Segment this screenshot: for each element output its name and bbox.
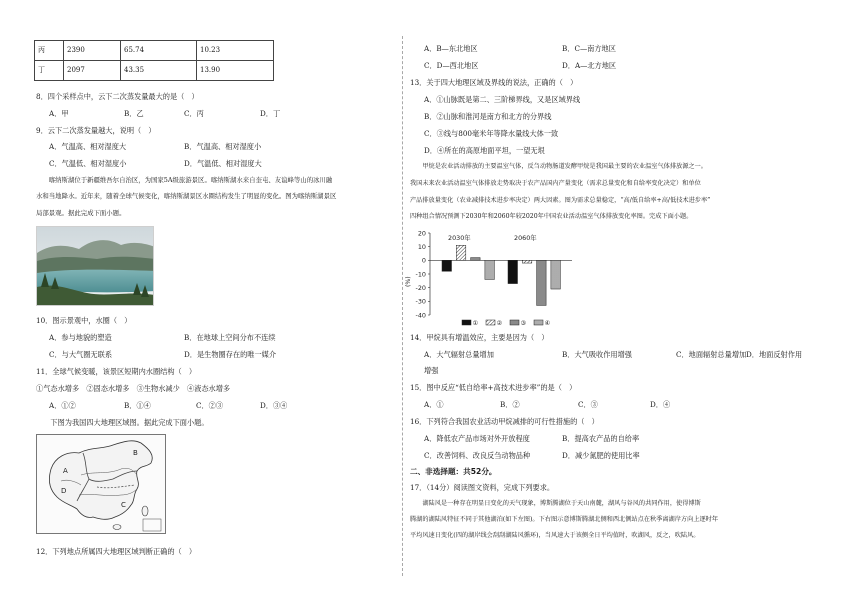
question-10-stem: 10．图示景观中，水圈（ ） — [36, 316, 132, 325]
question-8-option-c[interactable]: C．丙 — [184, 109, 204, 118]
question-11-option-a[interactable]: A．①② — [49, 401, 76, 410]
map-label-c: C — [121, 501, 126, 509]
legend-label: ① — [472, 320, 479, 327]
column-divider — [402, 36, 403, 576]
question-9-option-b[interactable]: B．气温高、相对湿度小 — [184, 142, 262, 151]
legend-swatch — [486, 320, 495, 325]
table-row — [35, 61, 274, 81]
passage-2-line: 甲烷是农业活动排放的主要温室气体，反刍动物肠道发酵甲烷是我国最主要的农业温室气体排放源之一。 — [410, 163, 707, 170]
question-9-option-a[interactable]: A．气温高、相对湿度大 — [49, 142, 127, 151]
table-cell: 43.35 — [121, 61, 197, 81]
passage-2-line: 我国未来农业活动温室气体排放走势取决于农产品国内产量变化（需求总量变化和自给率变化决定）和单位 — [410, 180, 701, 187]
data-table — [34, 40, 274, 81]
bar — [522, 260, 532, 263]
legend-swatch — [534, 320, 543, 325]
question-11-option-b[interactable]: B．①④ — [124, 401, 151, 410]
legend-label: ③ — [520, 320, 527, 327]
question-16-option-d[interactable]: D．减少氮肥的使用比率 — [562, 451, 640, 460]
table-cell: 2097 — [64, 61, 121, 81]
table-cell: 2390 — [64, 41, 121, 61]
question-15-option-a[interactable]: A．① — [424, 400, 444, 409]
group-label: 2030年 — [448, 234, 471, 242]
bar — [508, 260, 518, 283]
question-15-option-c[interactable]: C．③ — [578, 400, 598, 409]
question-17-stem: 17．（14分）阅读图文资料，完成下列要求。 — [410, 483, 555, 492]
question-16-option-b[interactable]: B．提高农产品的自给率 — [562, 434, 640, 443]
section-2-title: 二、非选择题：共52分。 — [410, 467, 497, 476]
y-tick-label: -10 — [415, 270, 426, 279]
question-12-option-d[interactable]: D．A—北方地区 — [562, 61, 617, 70]
chart-svg — [404, 227, 584, 331]
question-10-option-b[interactable]: B．在地球上空间分布不连续 — [184, 333, 276, 342]
question-16-stem: 16．下列符合我国农业活动甲烷减排的可行性措施的（ ） — [410, 417, 599, 426]
passage-2-line: 产品排放量变化（农业减排技术进步率决定）两大因素。图为需求总量稳定，“高/低自给率+高/低技术进步率” — [410, 197, 711, 204]
question-13-option-c[interactable]: C．③线与800毫米年等降水量线大体一致 — [424, 129, 559, 138]
y-tick-label: 10 — [417, 242, 426, 251]
passage-1-line: 水和当地降水。近年来，随着全球气候变化，喀纳斯湖景区水圈结构发生了明显的变化。图为喀纳斯湖景区 — [36, 192, 337, 200]
table-cell: 65.74 — [121, 41, 197, 61]
y-axis-label: (%) — [405, 276, 412, 287]
question-10-option-c[interactable]: C．与大气圈无联系 — [49, 350, 113, 359]
legend-label: ④ — [544, 320, 551, 327]
question-16-option-c[interactable]: C．改善饲料、改良反刍动物品种 — [424, 451, 531, 460]
question-14-option-c[interactable]: C．地面辐射总量增加 — [676, 350, 747, 359]
table-cell: 10.23 — [197, 41, 274, 61]
question-9-stem: 9．云下二次蒸发量越大，说明（ ） — [36, 126, 156, 135]
y-tick-label: -20 — [415, 283, 426, 292]
question-11-option-d[interactable]: D．③④ — [260, 401, 288, 410]
legend-swatch — [510, 320, 519, 325]
question-14-option-d[interactable]: D．地面反射作用 — [746, 350, 803, 359]
bar — [471, 258, 481, 261]
question-11-option-c[interactable]: C．②③ — [196, 401, 224, 410]
y-tick-label: -30 — [415, 297, 426, 306]
question-13-stem: 13．关于四大地理区域及界线的说法，正确的（ ） — [410, 78, 578, 87]
legend-label: ② — [496, 320, 503, 327]
table-cell: 丙 — [35, 41, 64, 61]
question-14-option-b[interactable]: B．大气吸收作用增强 — [562, 350, 632, 359]
legend-swatch — [462, 320, 471, 325]
passage-2-line: 四种组合情况预测下2030年和2060年较2020年中国农业活动温室气体排放变化率图。完成下面小题。 — [410, 213, 693, 220]
passage-3-line: 湖陆风是一种存在明显日变化的天气现象，博斯腾湖位于天山南麓，湖风与谷风的共同作用，使得博斯 — [410, 500, 701, 507]
y-tick-label: -40 — [415, 311, 426, 320]
emission-change-chart — [404, 227, 584, 331]
group-label: 2060年 — [514, 234, 537, 242]
question-14-option-d-continued: 增强 — [424, 366, 439, 375]
passage-1-line: 喀纳斯湖位于新疆维吾尔自治区，为国家5A级旅游景区。喀纳斯湖水来自奎屯、友谊峰等山的冰川融 — [36, 176, 333, 184]
bar — [442, 260, 452, 271]
bar — [485, 260, 495, 279]
y-tick-label: 20 — [417, 229, 426, 238]
passage-1-line: 局部景观。据此完成下面小题。 — [36, 209, 126, 217]
question-15-stem: 15．图中反应“低自给率+高技术进步率”的是（ ） — [410, 383, 577, 392]
question-9-option-c[interactable]: C．气温低、相对湿度小 — [49, 159, 127, 168]
question-14-stem: 14．甲烷具有增温效应，主要是因为（ ） — [410, 333, 549, 342]
question-11-items: ①气态水增多 ②固态水增多 ③生物水减少 ④液态水增多 — [36, 384, 231, 393]
bar — [537, 260, 547, 305]
question-13-option-d[interactable]: D．④所在的高原地面平坦，一望无垠 — [424, 146, 545, 155]
table-cell: 丁 — [35, 61, 64, 81]
question-8-option-d[interactable]: D．丁 — [260, 109, 281, 118]
china-regions-map — [36, 434, 166, 534]
map-label-a: A — [63, 467, 68, 475]
table-cell: 13.90 — [197, 61, 274, 81]
question-10-option-a[interactable]: A．参与地貌的塑造 — [49, 333, 112, 342]
question-9-option-d[interactable]: D．气温低、相对湿度大 — [184, 159, 262, 168]
question-12-option-b[interactable]: B．C—南方地区 — [562, 44, 616, 53]
question-12-option-a[interactable]: A．B—东北地区 — [424, 44, 478, 53]
question-14-option-a[interactable]: A．大气辐射总量增加 — [424, 350, 494, 359]
question-8-stem: 8．四个采样点中，云下二次蒸发量最大的是（ ） — [36, 92, 199, 101]
question-8-option-a[interactable]: A．甲 — [49, 109, 69, 118]
question-16-option-a[interactable]: A．降低农产品市场对外开放程度 — [424, 434, 530, 443]
bar — [551, 260, 561, 289]
lake-landscape-photo — [36, 226, 154, 306]
passage-3-line: 平均风速日变化(四的湖岸线会刮刮湖陆风循环)，当风速大于该侧全日平均值时，吹湖风，反之，吹陆风。 — [410, 532, 700, 539]
question-15-option-d[interactable]: D．④ — [650, 400, 671, 409]
map-intro: 下图为我国四大地理区域图。据此完成下面小题。 — [36, 418, 209, 427]
bar — [456, 245, 466, 260]
passage-3-line: 腾湖的湖陆风特征不同于其他湖泊(如下左图)。下右图示意博斯腾湖北侧和西北侧站点在秋季离湖岸方向上逐时年 — [410, 516, 719, 523]
question-10-option-d[interactable]: D．是生物圈存在的唯一媒介 — [184, 350, 277, 359]
question-11-stem: 11．全球气候变暖，该景区短期内水圈结构（ ） — [36, 367, 197, 376]
map-label-b: B — [133, 449, 138, 457]
table-row — [35, 41, 274, 61]
question-12-option-c[interactable]: C．D—西北地区 — [424, 61, 479, 70]
question-8-option-b[interactable]: B．乙 — [124, 109, 144, 118]
map-label-d: D — [61, 487, 67, 495]
question-12-stem: 12．下列地点所属四大地理区域判断正确的（ ） — [36, 547, 197, 556]
question-13-option-a[interactable]: A．①山脉既是第二、三阶梯界线，又是区域界线 — [424, 95, 581, 104]
question-13-option-b[interactable]: B．②山脉和淮河是南方和北方的分界线 — [424, 112, 552, 121]
question-15-option-b[interactable]: B．② — [500, 400, 520, 409]
y-tick-label: 0 — [421, 256, 426, 265]
